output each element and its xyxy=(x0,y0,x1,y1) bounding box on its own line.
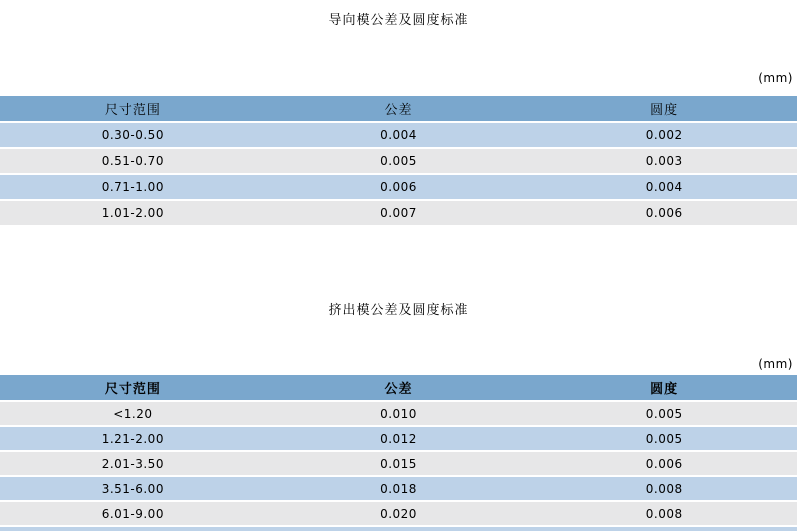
table-row xyxy=(0,175,797,199)
table1-unit-label: (mm) xyxy=(758,71,793,85)
table2 xyxy=(0,375,797,527)
table2-header-roundness: 圆度 xyxy=(650,382,679,397)
tolerance-cell: 0.010 xyxy=(380,406,417,421)
roundness-cell: 0.008 xyxy=(645,481,683,496)
tolerance-cell: 0.018 xyxy=(380,481,417,496)
table1-header-row xyxy=(0,96,797,121)
table-row xyxy=(0,149,797,173)
table-row xyxy=(0,452,797,475)
table1-header-size-range: 尺寸范围 xyxy=(104,103,161,118)
size-range-cell: 2.01-3.50 xyxy=(101,456,164,471)
tolerance-cell: 0.004 xyxy=(380,128,417,142)
size-range-cell: 3.51-6.00 xyxy=(101,481,164,496)
size-range-cell: 0.71-1.00 xyxy=(101,180,164,194)
table2-header-tolerance: 公差 xyxy=(384,382,413,397)
size-range-cell: <1.20 xyxy=(113,406,153,421)
roundness-cell: 0.005 xyxy=(645,406,683,421)
table1-header-roundness: 圆度 xyxy=(650,103,679,118)
size-range-cell: 0.51-0.70 xyxy=(101,154,164,168)
roundness-cell: 0.006 xyxy=(645,206,683,220)
table-row xyxy=(0,502,797,525)
roundness-cell: 0.006 xyxy=(645,456,683,471)
table-row xyxy=(0,477,797,500)
table-row xyxy=(0,427,797,450)
size-range-cell: 6.01-9.00 xyxy=(101,506,164,521)
tolerance-cell: 0.005 xyxy=(380,154,417,168)
tolerance-cell: 0.006 xyxy=(380,180,417,194)
roundness-cell: 0.004 xyxy=(645,180,683,194)
tolerance-cell: 0.007 xyxy=(380,206,417,220)
table2-header-size-range: 尺寸范围 xyxy=(104,382,161,397)
tolerance-cell: 0.012 xyxy=(380,431,417,446)
table2-title: 挤出模公差及圆度标准 xyxy=(328,303,469,318)
roundness-cell: 0.002 xyxy=(645,128,683,142)
table1 xyxy=(0,96,797,227)
table-row xyxy=(0,402,797,425)
roundness-cell: 0.008 xyxy=(645,506,683,521)
table-row xyxy=(0,201,797,225)
tolerance-cell: 0.015 xyxy=(380,456,417,471)
table1-title: 导向模公差及圆度标准 xyxy=(328,13,469,28)
table2-header-row xyxy=(0,375,797,400)
table2-unit-label: (mm) xyxy=(758,357,793,371)
roundness-cell: 0.005 xyxy=(645,431,683,446)
size-range-cell: 1.01-2.00 xyxy=(101,206,164,220)
size-range-cell: 1.21-2.00 xyxy=(101,431,164,446)
table-row xyxy=(0,123,797,147)
size-range-cell: 0.30-0.50 xyxy=(101,128,164,142)
roundness-cell: 0.003 xyxy=(645,154,683,168)
tolerance-cell: 0.020 xyxy=(380,506,417,521)
table2-partial-next-row xyxy=(0,527,797,531)
table1-header-tolerance: 公差 xyxy=(384,103,413,118)
